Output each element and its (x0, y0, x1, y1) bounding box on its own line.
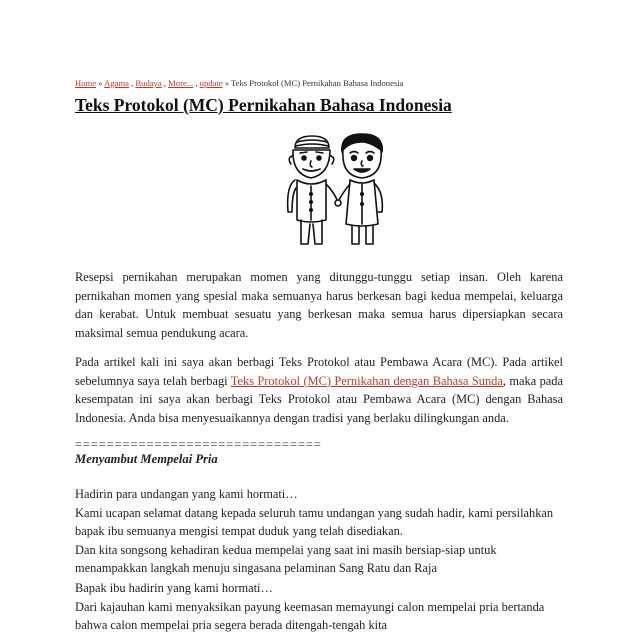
intro-paragraph-2 (75, 353, 563, 427)
script-line: bapak ibu semuanya mengisi tempat duduk yang telah disediakan. (75, 524, 403, 539)
script-block-1 (75, 485, 553, 578)
breadcrumb-separator: » (96, 78, 105, 88)
sunda-article-link[interactable]: Teks Protokol (MC) Pernikahan dengan Bahasa Sunda (230, 373, 503, 388)
intro-p2-text-after: , maka pada kesempatan ini saya akan berbagi Teks Protokol atau Pembawa Acara (MC) dengan Bahasa Indonesia. Anda bisa menyesuaikannya dengan tradisi yang berlaku dilingkungan anda. (75, 373, 563, 425)
section-heading: Menyambut Mempelai Pria (75, 452, 218, 466)
script-line: Dan kita songsong kehadiran kedua mempelai yang saat ini masih bersiap-siap untuk (75, 542, 497, 557)
intro-paragraph-1: Resepsi pernikahan merupakan momen yang ditunggu-tunggu setiap insan. Oleh karena pernikahan momen yang spesial maka semuanya harus berkesan bagi kedua mempelai, keluarga dan kerabat. Untuk membuat sesuatu yang berkesan maka semua harus dipersiapkan secara maksimal semua pendukung acara. (75, 270, 563, 340)
breadcrumb-current: Teks Protokol (MC) Pernikahan Bahasa Indonesia (231, 78, 404, 88)
breadcrumb-home-link[interactable]: Home (75, 78, 97, 88)
script-line: Kami ucapan selamat datang kepada seluruh tamu undangan yang sudah hadir, kami persilahkan (75, 505, 554, 520)
breadcrumb-separator: » (222, 78, 232, 88)
script-line: menampakkan langkah menuju singasana pelaminan Sang Ratu dan Raja (75, 561, 437, 576)
script-line: Hadirin para undangan yang kami hormati… (75, 487, 298, 501)
page-title: Teks Protokol (MC) Pernikahan Bahasa Indonesia (75, 95, 452, 115)
breadcrumb-comma: , (161, 78, 169, 88)
script-block-2 (75, 579, 544, 635)
breadcrumb-budaya-link[interactable]: Budaya (135, 78, 162, 88)
breadcrumb-agama-link[interactable]: Agama (104, 78, 129, 88)
script-line: Bapak ibu hadirin yang kami hormati… (75, 581, 273, 595)
breadcrumb-more-link[interactable]: More... (168, 78, 194, 88)
breadcrumb-comma: , (193, 78, 200, 88)
script-line: Dari kajauhan kami menyaksikan payung keemasan memayungi calon mempelai pria bertanda (75, 599, 545, 614)
breadcrumb-comma: , (128, 78, 136, 88)
script-line: bahwa calon mempelai pria segera berada ditengah-tengah kita (75, 618, 388, 633)
intro-p2-text-before: Pada artikel kali ini saya akan berbagi Teks Protokol atau Pembawa Acara (MC). Pada artikel sebelumnya saya telah berbagi (75, 355, 563, 388)
breadcrumb-update-link[interactable]: update (199, 78, 223, 88)
wedding-couple-icon (270, 128, 402, 250)
wedding-couple-illustration (270, 128, 402, 250)
breadcrumb (75, 78, 403, 88)
separator-line: =============================== (75, 437, 322, 451)
